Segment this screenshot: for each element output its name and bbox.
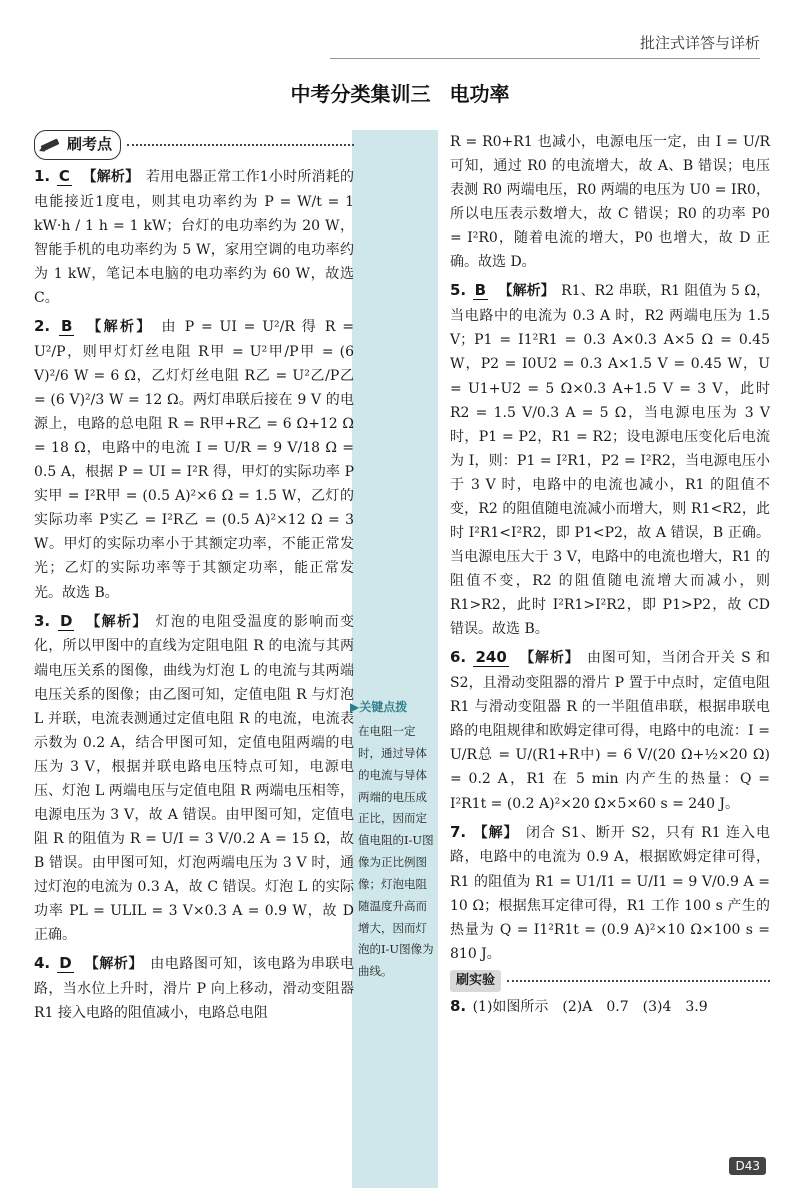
- answer-choice: B: [60, 316, 73, 335]
- page-title-part1: 中考分类集训三: [290, 82, 431, 106]
- analysis-text: 由 P = UI = U²/R 得 R = U²/P，则甲灯灯丝电阻 R甲 = U²甲/P甲 = (6 V)²/6 W = 6 Ω，乙灯灯丝电阻 R乙 = U²乙/P乙 = (6 V)²/3 W = 12 Ω。两灯串联后接在 9 V 的电源上，电路的总电阻 R = R甲+R乙 = 6 Ω+12 Ω = 18 Ω，电路中的电流 I = U/R = 9 V/18 Ω = 0.5 A，根据 P = UI = I²R 得，甲灯的实际功率 P实甲 = I²R甲 = (0.5 A)²×6 Ω = 1.5 W，乙灯的实际功率 P实乙 = I²R乙 = (0.5 A)²×12 Ω = 3 W。甲灯的实际功率小于其额定功率，不能正常发光；乙灯的实际功率等于其额定功率，能正常发光。故选 B。: [34, 318, 355, 601]
- header-tag: 批注式详答与详析: [639, 34, 760, 52]
- answer-choice: D: [59, 954, 72, 973]
- analysis-tag: 【解析】: [520, 650, 580, 667]
- question-1: [34, 164, 354, 310]
- question-number: 7.: [450, 822, 467, 841]
- analysis-tag: 【解析】: [87, 318, 153, 335]
- answer-choice: C: [58, 166, 70, 185]
- answer-choice: B: [474, 281, 487, 300]
- answer-text: (1)如图所示 (2)A 0.7 (3)4 3.9: [472, 999, 708, 1016]
- question-number: 6.: [450, 648, 467, 667]
- question-number: 8.: [450, 997, 467, 1016]
- solution-tag: 【解】: [473, 824, 519, 841]
- page-title-part2: 电功率: [449, 82, 510, 106]
- analysis-text: 由电路图可知，该电路为串联电路，当水位上升时，滑片 P 向上移动，滑动变阻器 R1 接入电路的阻值减小，电路总电阻: [34, 956, 355, 1022]
- analysis-text: 由图可知，当闭合开关 S 和 S2，且滑动变阻器的滑片 P 置于中点时，定值电阻 R1 与滑动变阻器 R 的一半阻值串联，根据串联电路的电阻规律和欧姆定律可得，电路中的电流：I = U/R总 = U/(R1+R中) = 6 V/(20 Ω+½×20 Ω) = 0.2 A，R1 在 5 min 内产生的热量：Q = I²R1t = (0.2 A)²×20 Ω×5×60 s = 240 J。: [450, 650, 771, 812]
- answer-choice: D: [59, 611, 73, 630]
- right-column: [450, 130, 770, 1024]
- key-tip-column: [352, 130, 438, 1188]
- question-number: 2.: [34, 316, 51, 335]
- question-3: [34, 609, 354, 948]
- analysis-tag: 【解析】: [82, 168, 140, 185]
- question-2: [34, 314, 354, 605]
- solution-text: 闭合 S1、断开 S2，只有 R1 连入电路，电路中的电流为 0.9 A，根据欧姆定律可得，R1 的阻值为 R1 = U1/I1 = U/I1 = 9 V/0.9 A = 10 Ω；根据焦耳定律可得，R1 工作 100 s 产生的热量为 Q = I1²R1t = (0.9 A)²×10 Ω×100 s = 810 J。: [450, 824, 771, 962]
- analysis-tag: 【解析】: [84, 956, 144, 973]
- header-divider: [330, 58, 760, 59]
- page-number: D43: [729, 1157, 766, 1175]
- key-tip-text: 在电阻一定时，通过导体的电流与导体两端的电压成正比，因而定值电阻的I-U图像为正比例图像；灯泡电阻随温度升高而增大，因而灯泡的I-U图像为曲线。: [358, 724, 434, 979]
- analysis-text: 灯泡的电阻受温度的影响而变化，所以甲图中的直线为定阻电阻 R 的电流与其两端电压关系的图像，曲线为灯泡 L 的电流与其两端电压关系的图像；由乙图可知，定值电阻 R 与灯泡 L 并联，电流表测通过定值电阻 R 的电流，电流表示数为 0.2 A，结合甲图可知，定值电阻两端的电压为 3 V，根据并联电路电压特点可知，电源电压、灯泡 L 两端电压与定值电阻 R 两端电压相等，电源电压为 3 V，故 A 错误。由甲图可知，定值电阻 R 的阻值为 R = U/I = 3 V/0.2 A = 15 Ω，故 B 错误。由甲图可知，灯泡两端电压为 3 V 时，通过灯泡的电流为 0.3 A，故 C 错误。灯泡 L 的实际功率 PL = ULIL = 3 V×0.3 A = 0.9 W，故 D 正确。: [34, 613, 355, 944]
- question-5: [450, 278, 770, 641]
- section-exam-badge: [34, 130, 121, 160]
- section-lab-label: 刷实验: [450, 970, 501, 992]
- page-title: [0, 78, 800, 107]
- question-7: [450, 820, 770, 966]
- key-tip-label: ▶关键点拨: [350, 700, 408, 714]
- question-8: [450, 994, 770, 1020]
- analysis-tag: 【解析】: [86, 613, 148, 630]
- left-column: [34, 130, 354, 1029]
- pencil-icon: [39, 138, 63, 152]
- analysis-text: 若用电器正常工作1小时所消耗的电能接近1度电，则其电功率约为 P = W/t = 1 kW·h / 1 h = 1 kW；台灯的电功率约为 20 W，智能手机的电功率约为 5 W，家用空调的电功率约为 1 kW，笔记本电脑的电功率约为 60 W，故选 C。: [34, 168, 354, 306]
- question-number: 3.: [34, 611, 51, 630]
- question-4: [34, 951, 354, 1025]
- analysis-tag: 【解析】: [498, 283, 555, 300]
- question-4-continued: [450, 130, 770, 274]
- analysis-text: R1、R2 串联，R1 阻值为 5 Ω，当电路中的电流为 0.3 A 时，R2 两端电压为 1.5 V；P1 = I1²R1 = 0.3 A×0.3 A×5 Ω = 0.45 W，P2 = I0U2 = 0.3 A×1.5 V = 0.45 W，U = U1+U2 = 5 Ω×0.3 A+1.5 V = 3 V，此时 R2 = 1.5 V/0.3 A = 5 Ω，当电源电压为 3 V 时，P1 = P2，R1 = R2；设电源电压变化后电流为 I，则：P1 = I²R1，P2 = I²R2，当电源电压小于 3 V 时，电路中的电流也减小，R1 的阻值不变，R2 的阻值随电流减小而增大，则 R1<R2，此时 I²R1<I²R2，即 P1<P2，故 A 错误，B 正确。当电源电压大于 3 V，电路中的电流也增大，R1 的阻值不变，R2 的阻值随电流增大而减小，则 R1>R2，此时 I²R1>I²R2，即 P1>P2，故 CD 错误。故选 B。: [450, 283, 771, 638]
- dotted-rule: [507, 980, 770, 982]
- section-lab-header: [450, 970, 770, 992]
- dotted-rule: [127, 144, 354, 146]
- question-6: [450, 645, 770, 815]
- question-number: 1.: [34, 166, 51, 185]
- section-exam-header: [34, 130, 354, 160]
- analysis-text: R = R0+R1 也减小，电源电压一定，由 I = U/R 可知，通过 R0 的电流增大，故 A、B 错误；电压表测 R0 两端电压，R0 两端的电压为 U0 = IR0，所以电压表示数增大，故 C 错误；R0 的功率 P0 = I²R0，随着电流的增大，P0 也增大，故 D 正确。故选 D。: [450, 134, 770, 271]
- section-exam-label: 刷考点: [67, 135, 113, 153]
- question-number: 4.: [34, 954, 51, 973]
- question-number: 5.: [450, 281, 467, 300]
- answer-value: 240: [475, 648, 507, 667]
